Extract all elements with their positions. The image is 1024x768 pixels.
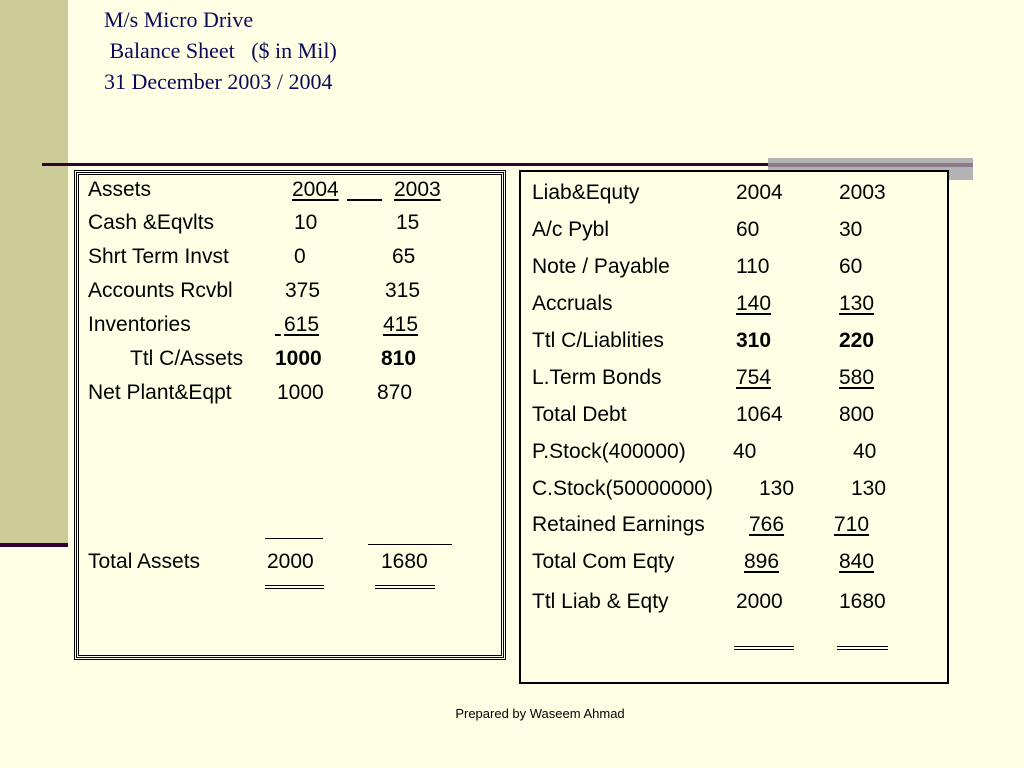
liab-row-2004: 766 — [749, 513, 785, 536]
decorative-gray-rule — [768, 163, 973, 167]
assets-row-label: Shrt Term Invst — [88, 245, 229, 268]
liab-row-2004: 130 — [759, 477, 795, 500]
liab-row-2004: 40 — [733, 440, 757, 463]
liab-total-double-rule-2004 — [734, 646, 794, 650]
liab-total-2003: 1680 — [839, 590, 886, 613]
assets-header-gap — [347, 178, 382, 202]
liab-total-label: Ttl Liab & Eqty — [532, 590, 669, 613]
assets-row-2004: 1000 — [277, 381, 324, 404]
assets-row-label: Accounts Rcvbl — [88, 279, 233, 302]
liab-row-label: L.Term Bonds — [532, 366, 662, 389]
liab-header-2004: 2004 — [736, 181, 783, 204]
assets-row-2003: 65 — [392, 245, 416, 268]
assets-total-2004: 2000 — [267, 550, 314, 573]
liab-total-double-rule-2003 — [837, 646, 888, 650]
title-statement: Balance Sheet ($ in Mil) — [104, 38, 337, 63]
assets-subtotal-2004: 1000 — [275, 347, 322, 370]
liab-row-2003: 40 — [853, 440, 877, 463]
assets-header-2003: 2003 — [394, 178, 441, 201]
liab-row-label: Total Debt — [532, 403, 627, 426]
assets-row-2004: 615 — [284, 313, 320, 336]
liab-total-2004: 2000 — [736, 590, 783, 613]
assets-total-rule-2003 — [368, 544, 452, 545]
liab-row-2003: 710 — [834, 513, 870, 536]
assets-row-2003: 315 — [385, 279, 421, 302]
liab-row-label: Accruals — [532, 292, 613, 315]
liab-row-label: Retained Earnings — [532, 513, 705, 536]
liab-row-label: P.Stock(400000) — [532, 440, 686, 463]
liab-row-label: C.Stock(50000000) — [532, 477, 713, 500]
liab-row-2003: 30 — [839, 218, 863, 241]
liab-row-2004: 110 — [736, 255, 770, 278]
footer-credit: Prepared by Waseem Ahmad — [455, 706, 625, 721]
liab-subtotal-2004: 310 — [736, 329, 772, 352]
assets-row-2003: 15 — [396, 211, 420, 234]
assets-row-label: Inventories — [88, 313, 191, 336]
assets-header-2004: 2004 — [292, 178, 339, 201]
title-date: 31 December 2003 / 2004 — [104, 69, 333, 94]
assets-row-2004: 10 — [294, 211, 318, 234]
assets-header-label: Assets — [88, 178, 152, 201]
liab-row-2003: 130 — [839, 292, 875, 315]
assets-total-double-rule-2004 — [265, 585, 324, 589]
liab-row-2004: 60 — [736, 218, 760, 241]
slide-title — [104, 4, 337, 97]
liab-header-label: Liab&Equty — [532, 181, 640, 204]
assets-total-2003: 1680 — [381, 550, 428, 573]
liab-subtotal-2003: 220 — [839, 329, 875, 352]
liab-row-2004: 140 — [736, 292, 772, 315]
assets-subtotal-label: Ttl C/Assets — [130, 347, 244, 370]
assets-total-double-rule-2003 — [375, 585, 435, 589]
assets-row-2003: 870 — [377, 381, 413, 404]
liab-row-2003: 60 — [839, 255, 863, 278]
left-accent-band — [0, 0, 68, 545]
assets-total-label: Total Assets — [88, 550, 201, 573]
title-company: M/s Micro Drive — [104, 7, 254, 32]
liab-header-2003: 2003 — [839, 181, 886, 204]
liab-row-2004: 1064 — [736, 403, 783, 426]
liab-row-2003: 800 — [839, 403, 875, 426]
liab-row-2004: 896 — [744, 550, 780, 573]
assets-row-2004: 375 — [285, 279, 321, 302]
assets-row-2003: 415 — [383, 313, 419, 336]
liab-row-2003: 580 — [839, 366, 875, 389]
assets-subtotal-2003: 810 — [381, 347, 417, 370]
liab-row-label: Total Com Eqty — [532, 550, 675, 573]
assets-row-2004-pad — [275, 313, 281, 337]
liab-row-label: A/c Pybl — [532, 218, 610, 241]
liab-subtotal-label: Ttl C/Liablities — [532, 329, 664, 352]
assets-row-label: Cash &Eqvlts — [88, 211, 215, 234]
assets-total-rule-2004 — [265, 538, 323, 539]
liab-row-2003: 840 — [839, 550, 875, 573]
left-accent-rule — [0, 543, 68, 547]
assets-row-2004: 0 — [294, 245, 306, 268]
liab-row-label: Note / Payable — [532, 255, 670, 278]
assets-row-label: Net Plant&Eqpt — [88, 381, 232, 404]
liab-row-2003: 130 — [851, 477, 887, 500]
liab-row-2004: 754 — [736, 366, 772, 389]
